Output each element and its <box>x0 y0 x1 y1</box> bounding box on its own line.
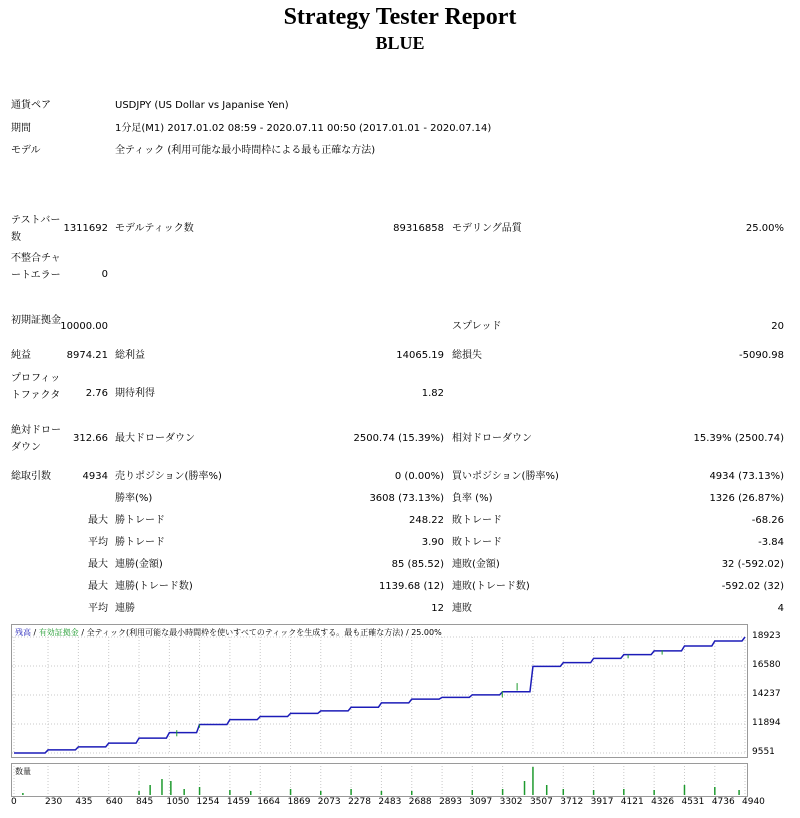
info-value-period: 1分足(M1) 2017.01.02 08:59 - 2020.07.11 00:50 (2017.01.01 - 2020.07.14) <box>115 123 492 134</box>
test-bars-label: テストバー数 <box>11 215 61 243</box>
x-tick-label: 2278 <box>348 797 371 807</box>
test-bars-value: 1311692 <box>63 223 108 234</box>
avg-consec-loss-label: 連敗 <box>452 603 472 614</box>
max-win-value: 248.22 <box>409 515 444 526</box>
x-tick-label: 845 <box>136 797 154 807</box>
max-loss-value: -68.26 <box>751 515 784 526</box>
consec-win-amt-label: 連勝(金額) <box>115 559 163 570</box>
x-tick-label: 3097 <box>469 797 493 807</box>
rel-dd-value: 15.39% (2500.74) <box>693 433 784 444</box>
long-value: 4934 (73.13%) <box>709 471 784 482</box>
spread-value: 20 <box>771 321 784 332</box>
gross-loss-value: -5090.98 <box>739 350 784 361</box>
y-tick-label: 11894 <box>752 718 781 728</box>
avg-label-1: 平均 <box>88 537 108 548</box>
y-tick-label: 14237 <box>752 689 781 699</box>
modeling-quality-label: モデリング品質 <box>452 223 522 234</box>
x-tick-label: 640 <box>105 797 123 807</box>
x-tick-label: 0 <box>11 797 17 807</box>
avg-consec-win-value: 12 <box>431 603 444 614</box>
expected-payoff-label: 期待利得 <box>115 388 155 399</box>
mismatch-value: 0 <box>101 269 108 280</box>
consec-loss-cnt-label: 連敗(トレード数) <box>452 581 530 592</box>
x-tick-label: 230 <box>45 797 63 807</box>
y-tick-label: 9551 <box>752 747 775 757</box>
x-tick-label: 3302 <box>499 797 523 807</box>
max-label-3: 最大 <box>88 581 108 592</box>
max-dd-label: 最大ドローダウン <box>115 433 195 444</box>
gross-profit-label: 総利益 <box>115 350 145 361</box>
volume-chart-svg <box>12 764 747 796</box>
consec-loss-amt-value: 32 (-592.02) <box>721 559 784 570</box>
volume-chart <box>11 763 748 797</box>
legend-equity: 有効証拠金 <box>38 628 79 637</box>
rel-dd-label: 相対ドローダウン <box>452 433 532 444</box>
win-rate-label: 勝率(%) <box>115 493 153 504</box>
max-label-1: 最大 <box>88 515 108 526</box>
net-profit-value: 8974.21 <box>66 350 108 361</box>
x-tick-label: 1254 <box>196 797 220 807</box>
x-tick-label: 3712 <box>560 797 584 807</box>
max-dd-value: 2500.74 (15.39%) <box>353 433 444 444</box>
avg-loss-label: 敗トレード <box>452 537 502 548</box>
y-tick-label: 18923 <box>752 631 781 641</box>
consec-win-cnt-label: 連勝(トレード数) <box>115 581 193 592</box>
info-value-symbol: USDJPY (US Dollar vs Japanise Yen) <box>115 100 289 111</box>
net-profit-label: 純益 <box>11 350 31 361</box>
expected-payoff-value: 1.82 <box>421 388 444 399</box>
model-ticks-value: 89316858 <box>393 223 444 234</box>
x-tick-label: 4531 <box>681 797 705 807</box>
loss-rate-value: 1326 (26.87%) <box>709 493 784 504</box>
legend-quality: 25.00% <box>411 628 442 637</box>
consec-loss-cnt-value: -592.02 (32) <box>721 581 784 592</box>
avg-consec-win-label: 連勝 <box>115 603 135 614</box>
mismatch-label: 不整合チャートエラー <box>11 253 61 281</box>
avg-loss-value: -3.84 <box>758 537 784 548</box>
total-trades-label: 総取引数 <box>11 471 51 482</box>
x-tick-label: 1050 <box>166 797 190 807</box>
gross-loss-label: 総損失 <box>452 350 482 361</box>
max-win-label: 勝トレード <box>115 515 165 526</box>
x-tick-label: 4326 <box>651 797 675 807</box>
info-value-model: 全ティック (利用可能な最小時間枠による最も正確な方法) <box>115 145 376 156</box>
chart-legend: 残高 / 有効証拠金 / 全ティック(利用可能な最小時間枠を使いすべてのティックを生成する。最も正確な方法) / 25.00% <box>15 628 442 637</box>
total-trades-value: 4934 <box>82 471 108 482</box>
legend-balance: 残高 <box>15 628 31 637</box>
x-tick-label: 3917 <box>590 797 614 807</box>
avg-win-value: 3.90 <box>421 537 444 548</box>
x-tick-label: 3507 <box>529 797 553 807</box>
long-label: 買いポジション(勝率%) <box>452 471 559 482</box>
abs-dd-value: 312.66 <box>73 433 108 444</box>
consec-win-cnt-value: 1139.68 (12) <box>378 581 444 592</box>
short-label: 売りポジション(勝率%) <box>115 471 222 482</box>
report-subtitle: BLUE <box>375 33 425 53</box>
balance-chart-svg <box>12 625 747 757</box>
x-tick-label: 1664 <box>257 797 281 807</box>
profit-factor-label: プロフィットファクタ <box>11 373 61 401</box>
max-label-2: 最大 <box>88 559 108 570</box>
report-title: Strategy Tester Report <box>283 4 517 30</box>
x-tick-label: 435 <box>75 797 93 807</box>
consec-win-amt-value: 85 (85.52) <box>391 559 444 570</box>
info-label-period: 期間 <box>11 123 31 134</box>
x-tick-label: 2073 <box>317 797 341 807</box>
short-value: 0 (0.00%) <box>394 471 444 482</box>
x-tick-label: 2483 <box>378 797 402 807</box>
max-loss-label: 敗トレード <box>452 515 502 526</box>
info-label-model: モデル <box>11 145 41 156</box>
x-tick-label: 1869 <box>287 797 311 807</box>
model-ticks-label: モデルティック数 <box>115 223 194 234</box>
x-tick-label: 4940 <box>742 797 765 807</box>
loss-rate-label: 負率 (%) <box>452 493 493 504</box>
abs-dd-label: 絶対ドローダウン <box>11 425 61 453</box>
win-rate-value: 3608 (73.13%) <box>369 493 444 504</box>
modeling-quality-value: 25.00% <box>745 223 784 234</box>
balance-chart <box>11 624 748 758</box>
legend-desc: 全ティック(利用可能な最小時間枠を使いすべてのティックを生成する。最も正確な方法) <box>86 628 404 637</box>
consec-loss-amt-label: 連敗(金額) <box>452 559 500 570</box>
x-tick-label: 2893 <box>439 797 462 807</box>
initial-deposit-value: 10000.00 <box>60 321 108 332</box>
x-tick-label: 2688 <box>408 797 432 807</box>
initial-deposit-label: 初期証拠金 <box>11 315 61 326</box>
y-tick-label: 16580 <box>752 660 781 670</box>
x-tick-label: 1459 <box>226 797 250 807</box>
avg-label-2: 平均 <box>88 603 108 614</box>
spread-label: スプレッド <box>452 321 502 332</box>
x-tick-label: 4121 <box>620 797 644 807</box>
avg-consec-loss-value: 4 <box>777 603 784 614</box>
volume-label: 数量 <box>15 767 31 776</box>
gross-profit-value: 14065.19 <box>396 350 444 361</box>
profit-factor-value: 2.76 <box>85 388 108 399</box>
avg-win-label: 勝トレード <box>115 537 165 548</box>
x-tick-label: 4736 <box>711 797 735 807</box>
info-label-symbol: 通貨ペア <box>11 100 51 111</box>
